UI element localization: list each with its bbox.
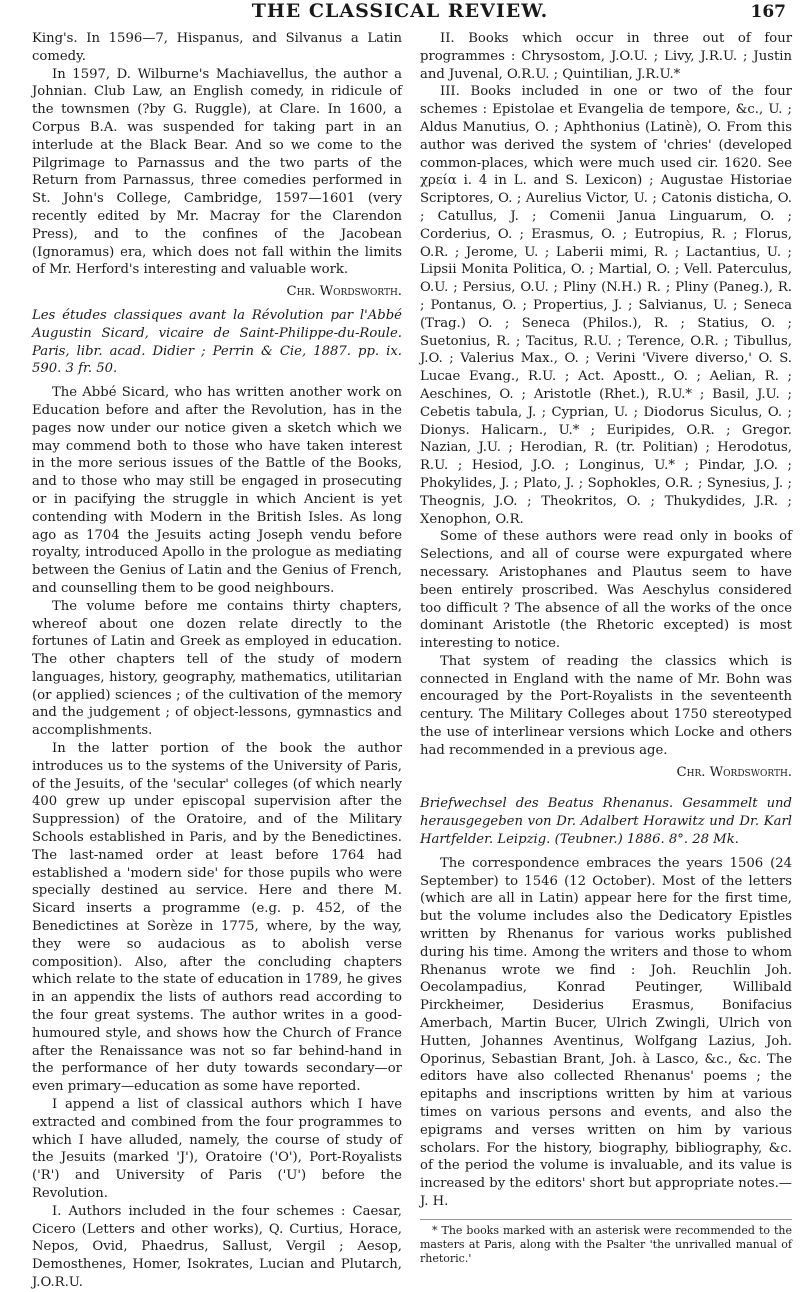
paragraph: In the latter portion of the book the author introduces us to the systems of the University of Paris, of the Jesuits, of the 'secular' colleges (of which nearly 400 grew up under episcopal supervision after the Suppression) of the Oratoire, and of the Military Schools established in Paris, and by the Benedictines. The last-named order at least before 1764 had established a 'modern side' for those pupils who were specially destined au service. Here and there M. Sicard inserts a programme (e.g. p. 452, of the Benedictines at Sorèze in 1775, where, by the way, they were so audacious as to abolish verse composition). Also, after the concluding chapters which relate to the state of education in 1789, he gives in an appendix the lists of authors read according to the four great systems. The author writes in a good-humoured style, and shows how the Church of France after the Renaissance was not so far behind-hand in the performance of her duty towards secondary—or even primary—education as some have reported. <box>32 741 402 1095</box>
paragraph: I. Authors included in the four schemes : Caesar, Cicero (Letters and other works), Q. Curtius, Horace, Nepos, Ovid, Phaedrus, Sallust, Vergil ; Aesop, Demosthenes, Homer, Isokrates, Lucian and Plutarch, J.O.R.U. <box>32 1203 402 1290</box>
paragraph: That system of reading the classics which is connected in England with the name of Mr. Bohn was encouraged by the Port-Royalists in the seventeenth century. The Military Colleges about 1750 stereotyped the use of interlinear versions which Locke and others had recommended in a previous age. <box>420 653 792 758</box>
signature: Chr. Wordsworth. <box>286 284 402 300</box>
left-column <box>32 30 402 1292</box>
footnote: * The books marked with an asterisk were recommended to the masters at Paris, along with the Psalter 'the unrivalled manual of rhetoric.' <box>420 1219 792 1266</box>
paragraph: III. Books included in one or two of the four schemes : Epistolae et Evangelia de tempore, &c., U. ; Aldus Manutius, O. ; Aphthonius (Latinè), O. From this author was derived the system of 'chries' (developed common-places, which were much used cir. 1620. See χρεία i. 4 in L. and S. Lexicon) ; Augustae Historiae Scriptores, O. ; Aurelius Victor, U. ; Catonis disticha, O. ; Catullus, J. ; Comenii Janua Linguarum, O. ; Corderius, O. ; Erasmus, O. ; Eutropius, R. ; Florus, O.R. ; Jerome, U. ; Laberii mimi, R. ; Lactantius, U. ; Lipsii Monita Politica, O. ; Martial, O. ; Vell. Paterculus, O.U. ; Persius, O.U. ; Pliny (N.H.) R. ; Pliny (Paneg.), R. ; Pontanus, O. ; Propertius, J. ; Salvianus, U. ; Seneca (Trag.) O. ; Seneca (Philos.), R. ; Statius, O. ; Suetonius, R. ; Tacitus, R.U. ; Terence, O.R. ; Tibullus, J.O. ; Valerius Max., O. ; Verini 'Vivere diverso,' O. S. Lucae Evang., R.U. ; Act. Apostt., O. ; Aelian, R. ; Aeschines, O. ; Aristotle (Rhet.), R.U.* ; Basil, J.U. ; Cebetis tabula, J. ; Cyprian, U. ; Diodorus Siculus, O. ; Dionys. Halicarn., U.* ; Euripides, O.R. ; Gregor. Nazian, J.U. ; Herodian, R. (tr. Politian) ; Herodotus, R.U. ; Hesiod, J.O. ; Longinus, U.* ; Pindar, J.O. ; Phokylides, J. ; Plato, J. ; Sophokles, O.R. ; Synesius, J. ; Theognis, J.O. ; Theokritos, O. ; Thukydides, J.R. ; Xenophon, O.R. <box>420 84 792 527</box>
running-header <box>0 0 800 22</box>
paragraph: King's. In 1596—7, Hispanus, and Silvanus a Latin comedy. <box>32 31 402 64</box>
paragraph: II. Books which occur in three out of four programmes : Chrysostom, J.O.U. ; Livy, J.R.U. ; Justin and Juvenal, O.R.U. ; Quintilian, J.R.U.* <box>420 31 792 82</box>
signature: Chr. Wordsworth. <box>676 764 792 780</box>
paragraph: The correspondence embraces the years 1506 (24 September) to 1546 (12 October). Most of the letters (which are all in Latin) appear here for the first time, but the volume includes also the Dedicatory Epistles written by Rhenanus for various works published during his time. Among the writers and those to whom Rhenanus wrote we find : Joh. Reuchlin Joh. Oecolampadius, Konrad Peutinger, Willibald Pirckheimer, Desiderius Erasmus, Bonifacius Amerbach, Martin Bucer, Ulrich Zwingli, Ulrich von Hutten, Johannes Aventinus, Wolfgang Lazius, Joh. Oporinus, Sebastian Brant, Joh. à Lasco, &c., &c. The editors have also collected Rhenanus' poems ; the epitaphs and inscriptions written by him at various times on various persons and events, and also the epigrams and verses written on him by various scholars. For the history, biography, bibliography, &c. of the period the volume is invaluable, and its value is increased by the editors' short but appropriate notes.—J. H. <box>420 855 792 1209</box>
paragraph: The Abbé Sicard, who has written another work on Education before and after the Revolution, has in the pages now under our notice given a sketch which we may commend both to those who have taken interest in the more serious issues of the Battle of the Books, and to those who may still be engaged in prosecuting or in pacifying the struggle in which Ancient is yet contending with Modern in the British Isles. As long ago as 1704 the Jesuits acting Joseph vendu before royalty, introduced Apollo in the prologue as mediating between the Genius of Latin and the Genius of French, and counselling them to be good neighbours. <box>32 385 402 596</box>
paragraph: I append a list of classical authors which I have extracted and combined from the four programmes to which I have alluded, namely, the course of study of the Jesuits (marked 'J'), Oratoire ('O'), Port-Royalists ('R') and University of Paris ('U') before the Revolution. <box>32 1097 402 1201</box>
review-heading: Briefwechsel des Beatus Rhenanus. Gesammelt und herausgegeben von Dr. Adalbert Horawitz und Dr. Karl Hartfelder. Leipzig. (Teubner.) 1886. 8°. 28 Mk. <box>420 796 792 848</box>
paragraph: The volume before me contains thirty chapters, whereof about one dozen relate directly to the fortunes of Latin and Greek as employed in education. The other chapters tell of the study of modern languages, history, geography, mathematics, utilitarian (or applied) sciences ; of the cultivation of the memory and the judgement ; of object-lessons, gymnastics and accomplishments. <box>32 598 402 739</box>
review-heading: Les études classiques avant la Révolution par l'Abbé Augustin Sicard, vicaire de Saint-Philippe-du-Roule. Paris, libr. acad. Didier ; Perrin & Cie, 1887. pp. ix. 590. 3 fr. 50. <box>32 307 402 377</box>
journal-title: THE CLASSICAL REVIEW. <box>251 0 549 22</box>
paragraph: Some of these authors were read only in books of Selections, and all of course were expurgated where necessary. Aristophanes and Plautus seem to have been entirely proscribed. Was Aeschylus considered too difficult ? The absence of all the works of the once dominant Aristotle (the Rhetoric excepted) is most interesting to notice. <box>420 529 792 652</box>
right-column <box>420 30 792 1266</box>
paragraph: In 1597, D. Wilburne's Machiavellus, the author a Johnian. Club Law, an English comedy, in ridicule of the townsmen (?by G. Ruggle), at Clare. In 1600, a Corpus B.A. was suspended for taking part in an interlude at the Black Bear. And so we come to the Pilgrimage to Parnassus and the two parts of the Return from Parnassus, three comedies performed in St. John's College, Cambridge, 1597—1601 (very recently edited by Mr. Macray for the Clarendon Press), and to the confines of the Jacobean (Ignoramus) era, which does not fall within the limits of Mr. Herford's interesting and valuable work. <box>32 66 402 278</box>
page-number: 167 <box>750 2 786 22</box>
